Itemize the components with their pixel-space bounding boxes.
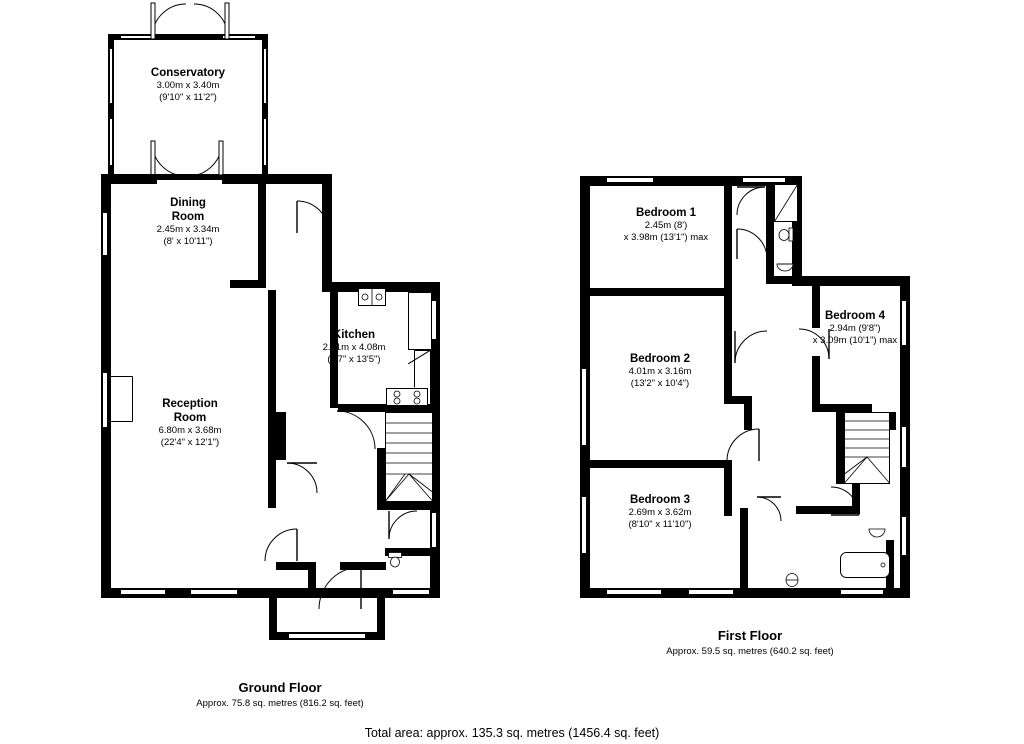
first-staircase — [844, 412, 890, 484]
ground-internal-wall-stairs-left — [377, 448, 385, 510]
room-dimensions-metric: 6.80m x 3.68m — [158, 425, 222, 437]
floor-area: Approx. 75.8 sq. metres (816.2 sq. feet) — [196, 698, 364, 709]
ground-window-right-lower — [431, 512, 437, 548]
door-hall-to-reception — [286, 462, 318, 494]
door-ensuite — [736, 186, 766, 216]
first-window-bottom-left — [606, 589, 662, 595]
room-label-kitchen — [294, 328, 414, 365]
first-window-right-bath — [901, 516, 907, 556]
room-dimensions-imperial: (8' x 10'11") — [163, 235, 213, 247]
first-wall-bed2-bottom — [590, 460, 732, 468]
first-wall-stairs-left — [836, 412, 844, 484]
ensuite-toilet — [778, 226, 794, 244]
room-name-line2: Room — [173, 412, 207, 425]
ensuite-shower — [774, 184, 798, 222]
room-dimensions-metric: 2.45m (8') — [644, 220, 688, 232]
room-dimensions-imperial: x 3.09m (10'1") max — [812, 334, 898, 346]
room-dimensions-metric: 2.45m x 3.34m — [156, 224, 220, 236]
first-window-bottom-mid — [688, 589, 734, 595]
room-name: Bedroom 4 — [824, 310, 886, 322]
first-wall-landing-stub-v — [744, 396, 752, 430]
room-dimensions-metric: 3.00m x 3.40m — [156, 80, 220, 92]
first-window-left-bed2 — [581, 368, 587, 446]
total-area-caption: Total area: approx. 135.3 sq. metres (1456.4 sq. feet) — [364, 726, 660, 740]
ground-window-bottom-mid — [190, 589, 238, 595]
room-dimensions-metric: 2.69m x 3.62m — [628, 507, 692, 519]
floor-area: Approx. 59.5 sq. metres (640.2 sq. feet) — [666, 646, 834, 657]
door-front-porch — [318, 566, 362, 610]
first-window-right-landing — [901, 426, 907, 468]
door-kitchen-to-hall — [336, 410, 376, 450]
ground-window-left-dining — [102, 212, 108, 256]
ground-internal-wall-dining-bottom — [230, 280, 266, 288]
first-floor-title-block — [625, 628, 875, 657]
ground-internal-wall-porch-stub — [308, 562, 316, 590]
room-dimensions-metric: 4.01m x 3.16m — [628, 366, 692, 378]
room-name: Conservatory — [150, 67, 226, 79]
conservatory-bottom-double-door — [150, 140, 224, 178]
floor-title: Ground Floor — [238, 680, 322, 695]
room-dimensions-imperial: (22'4" x 12'1") — [160, 436, 220, 448]
room-label-reception-room — [130, 397, 250, 448]
room-name: Bedroom 3 — [629, 494, 691, 506]
conservatory-window-right-lower — [263, 118, 267, 166]
room-label-dining-room — [128, 196, 248, 247]
room-name-line1: Reception — [162, 398, 218, 410]
door-bedroom1 — [736, 228, 768, 260]
ground-porch-window — [288, 633, 366, 639]
room-dimensions-imperial: (9'7" x 13'5") — [327, 353, 381, 365]
door-bedroom2 — [734, 330, 768, 364]
bathroom-basin — [868, 520, 886, 538]
room-label-bedroom-1 — [596, 206, 736, 243]
ground-internal-wall-dining-right — [258, 182, 266, 286]
room-dimensions-imperial: x 3.98m (13'1") max — [623, 231, 709, 243]
ensuite-basin — [776, 256, 794, 272]
ground-window-left-reception — [102, 372, 108, 428]
ground-outer-wall-top-right — [222, 174, 332, 184]
door-dining-to-hall — [296, 200, 330, 234]
room-label-bedroom-2 — [590, 352, 730, 389]
conservatory-window-right-upper — [263, 48, 267, 104]
bathroom-toilet — [784, 572, 800, 588]
first-window-left-bed3 — [581, 496, 587, 554]
conservatory-top-double-door — [150, 2, 230, 40]
room-name-line1: Dining — [170, 197, 206, 209]
first-wall-ensuite-bottom — [766, 276, 794, 284]
door-reception-to-hall-lower — [264, 528, 298, 562]
first-window-top-right — [742, 177, 786, 183]
room-name: Bedroom 2 — [629, 353, 691, 365]
kitchen-hob — [386, 388, 428, 406]
ground-internal-wall-hall-left — [268, 290, 276, 420]
door-bedroom3 — [726, 428, 760, 462]
kitchen-sink — [358, 288, 386, 306]
room-label-bedroom-4 — [790, 309, 920, 346]
door-wc — [388, 510, 418, 540]
conservatory-window-left-upper — [109, 48, 113, 104]
room-name: Kitchen — [332, 329, 376, 341]
room-name: Bedroom 1 — [635, 207, 697, 219]
door-landing-cupboard — [756, 496, 782, 522]
ground-window-bottom-left — [120, 589, 166, 595]
room-name-line2: Room — [171, 211, 205, 224]
room-dimensions-imperial: (9'10" x 11'2") — [159, 91, 217, 103]
ground-outer-wall-top-left — [101, 174, 157, 184]
ground-reception-pillar — [268, 412, 286, 460]
ground-window-bottom-right — [392, 589, 430, 595]
first-wall-bed1-bottom — [590, 288, 732, 296]
first-wall-bed4-top — [792, 276, 910, 286]
wc-toilet — [388, 552, 402, 568]
ground-staircase — [385, 412, 433, 502]
bathroom-bath — [840, 552, 890, 578]
room-dimensions-metric: 2.94m (9'8") — [829, 323, 881, 335]
room-dimensions-imperial: (8'10" x 11'10") — [628, 518, 692, 530]
first-wall-bed4-bottom — [812, 404, 872, 412]
ground-porch-wall-right — [377, 588, 385, 640]
floor-title: First Floor — [717, 628, 783, 643]
ground-floor-title-block — [160, 680, 400, 709]
room-dimensions-imperial: (13'2" x 10'4") — [630, 377, 690, 389]
room-dimensions-metric: 2.91m x 4.08m — [322, 342, 386, 354]
conservatory-window-top-left — [120, 35, 154, 39]
conservatory-window-left-lower — [109, 118, 113, 166]
first-wall-bed3-right-lower — [740, 508, 748, 590]
ground-internal-wall-wc — [385, 502, 433, 510]
room-label-bedroom-3 — [590, 493, 730, 530]
first-window-top-left — [606, 177, 654, 183]
room-label-conservatory — [128, 66, 248, 103]
first-window-bottom-right — [840, 589, 884, 595]
ground-internal-wall-hall-left-lower — [268, 460, 276, 508]
door-bathroom — [830, 486, 860, 516]
